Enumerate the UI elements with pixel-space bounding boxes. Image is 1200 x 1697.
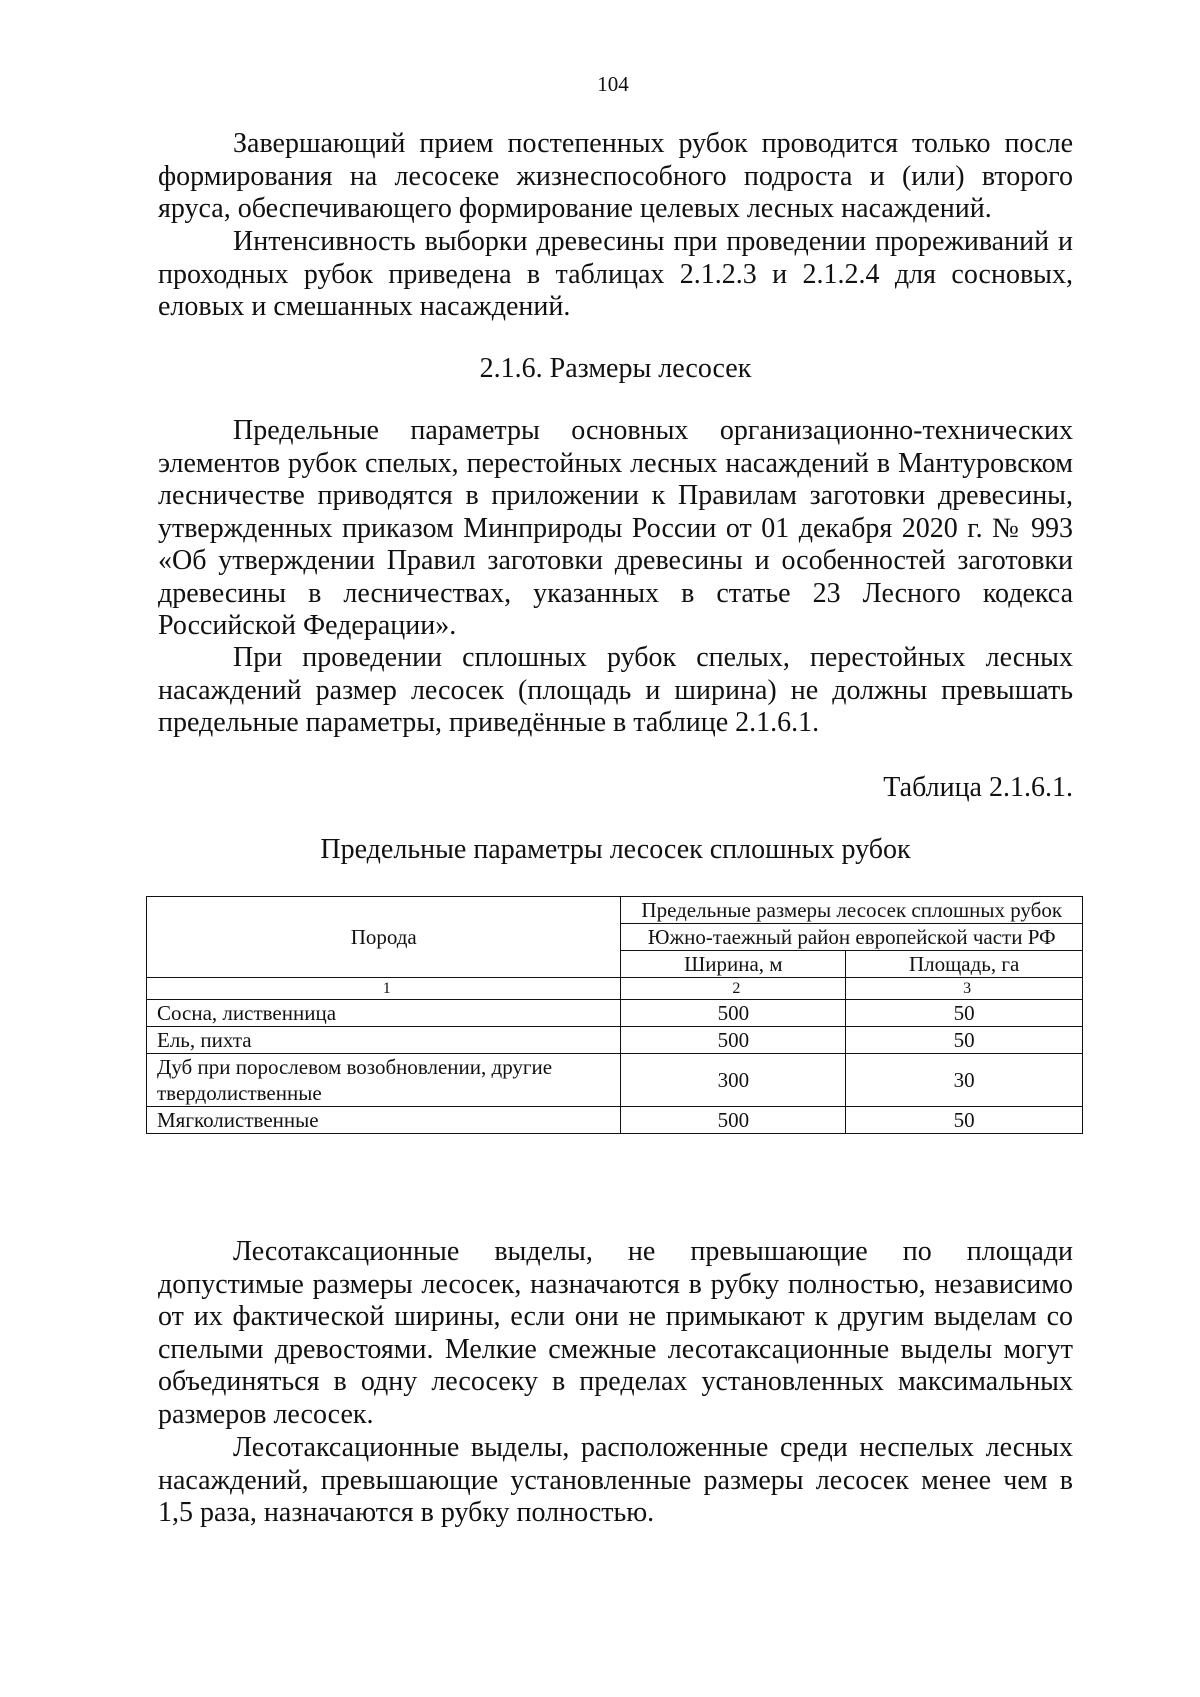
table-row [147,1107,1083,1134]
cell-area: 30 [846,1054,1083,1107]
cell-width: 500 [621,1107,846,1134]
table-title: Предельные параметры лесосек сплошных рубок [320,834,911,865]
cell-area: 50 [846,1107,1083,1134]
section-heading: 2.1.6. Размеры лесосек [479,353,752,384]
paragraph: Интенсивность выборки древесины при проведении прореживаний и проходных рубок приведена в таблицах 2.1.2.3 и 2.1.2.4 для сосновых, еловых и смешанных насаждений. [158,226,1073,322]
cell-width: 300 [621,1054,846,1107]
cell-species: Сосна, лиственница [147,1000,621,1027]
header-group: Предельные размеры лесосек сплошных рубок [621,897,1083,924]
paragraph: Завершающий прием постепенных рубок проводится только после формирования на лесосеке жизнеспособного подроста и (или) второго яруса, обеспечивающего формирование целевых лесных насаждений. [158,128,1073,224]
paragraph: При проведении сплошных рубок спелых, перестойных лесных насаждений размер лесосек (площадь и ширина) не должны превышать предельные параметры, приведённые в таблице 2.1.6.1. [158,642,1073,738]
cell-width: 500 [621,1027,846,1054]
header-area: Площадь, га [846,951,1083,978]
header-region: Южно-таежный район европейской части РФ [621,924,1083,951]
table-row [147,1000,1083,1027]
column-number: 2 [621,978,846,1000]
paragraph: Предельные параметры основных организационно-технических элементов рубок спелых, перестойных лесных насаждений в Мантуровском лесничестве приводятся в приложении к Правилам заготовки древесины, утвержденных приказом Минприроды России от 01 декабря 2020 г. № 993 «Об утверждении Правил заготовки древесины и особенностей заготовки древесины в лесничествах, указанных в статье 23 Лесного кодекса Российской Федерации». [158,415,1073,641]
cell-species: Ель, пихта [147,1027,621,1054]
column-number: 3 [846,978,1083,1000]
column-number: 1 [147,978,621,1000]
page-number: 104 [597,72,629,96]
parameters-table [146,896,1083,1134]
table-label: Таблица 2.1.6.1. [883,772,1073,803]
header-width: Ширина, м [621,951,846,978]
cell-species: Дуб при порослевом возобновлении, другие твердолиственные [147,1054,621,1107]
header-species: Порода [147,897,621,978]
cell-area: 50 [846,1000,1083,1027]
table-row [147,1054,1083,1107]
table-row [147,1027,1083,1054]
cell-species: Мягколиственные [147,1107,621,1134]
cell-area: 50 [846,1027,1083,1054]
column-number-row [147,978,1083,1000]
paragraph: Лесотаксационные выделы, не превышающие по площади допустимые размеры лесосек, назначаются в рубку полностью, независимо от их фактической ширины, если они не примыкают к другим выделам со спелыми древостоями. Мелкие смежные лесотаксационные выделы могут объединяться в одну лесосеку в пределах установленных максимальных размеров лесосек. [158,1236,1073,1430]
paragraph: Лесотаксационные выделы, расположенные среди неспелых лесных насаждений, превышающие установленные размеры лесосек менее чем в 1,5 раза, назначаются в рубку полностью. [158,1432,1073,1528]
table-header-row [147,897,1083,924]
cell-width: 500 [621,1000,846,1027]
